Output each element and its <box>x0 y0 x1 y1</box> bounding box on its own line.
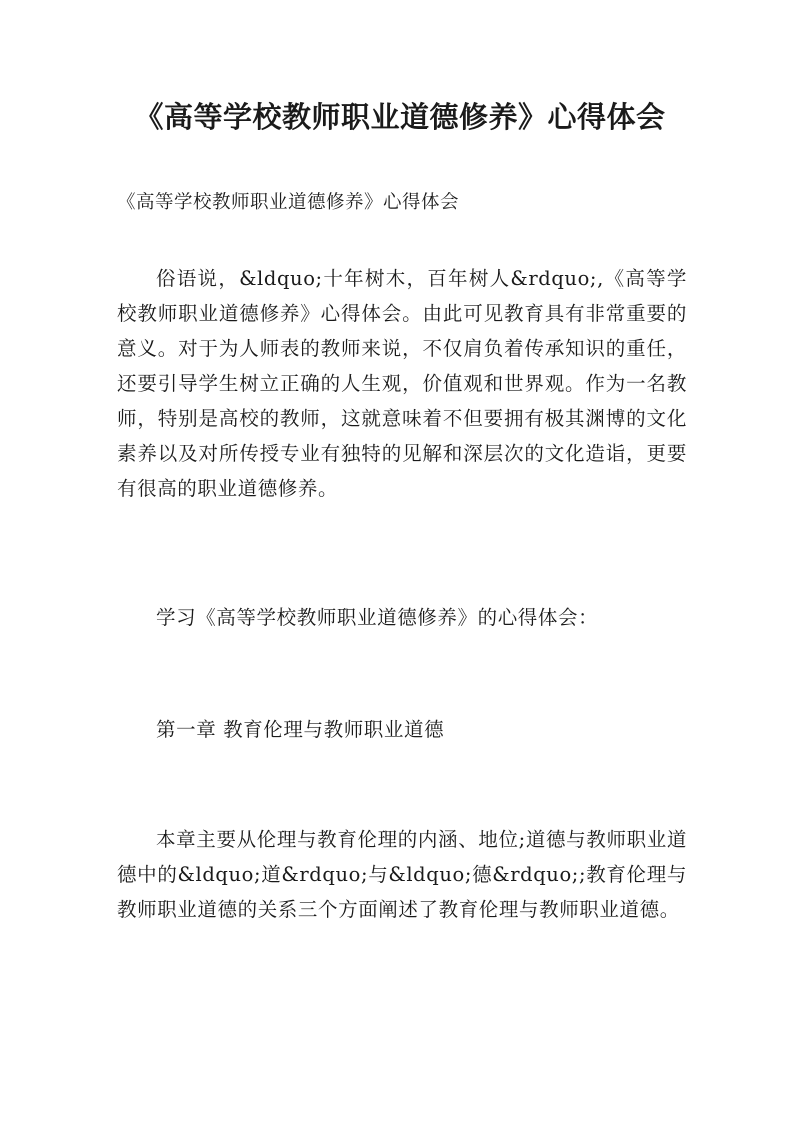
document-title: 《高等学校教师职业道德修养》心得体会 <box>134 100 666 134</box>
paragraph-chapter-summary: 本章主要从伦理与教育伦理的内涵、地位;道德与教师职业道德中的&ldquo;道&rdquo;与&ldquo;德&rdquo;;教育伦理与教师职业道德的关系三个方面阐述了教育伦理与教师职业道德。 <box>117 828 687 921</box>
document-subtitle: 《高等学校教师职业道德修养》心得体会 <box>117 192 460 213</box>
paragraph-intro: 俗语说，&ldquo;十年树木，百年树人&rdquo;,《高等学校教师职业道德修养》心得体会。由此可见教育具有非常重要的意义。对于为人师表的教师来说，不仅肩负着传承知识的重任，还要引导学生树立正确的人生观，价值观和世界观。作为一名教师，特别是高校的教师，这就意味着不但要拥有极其渊博的文化素养以及对所传授专业有独特的见解和深层次的文化造诣，更要有很高的职业道德修养。 <box>117 267 687 500</box>
paragraph-study-heading: 学习《高等学校教师职业道德修养》的心得体会： <box>156 606 599 629</box>
chapter-heading: 第一章 教育伦理与教师职业道德 <box>156 718 445 741</box>
